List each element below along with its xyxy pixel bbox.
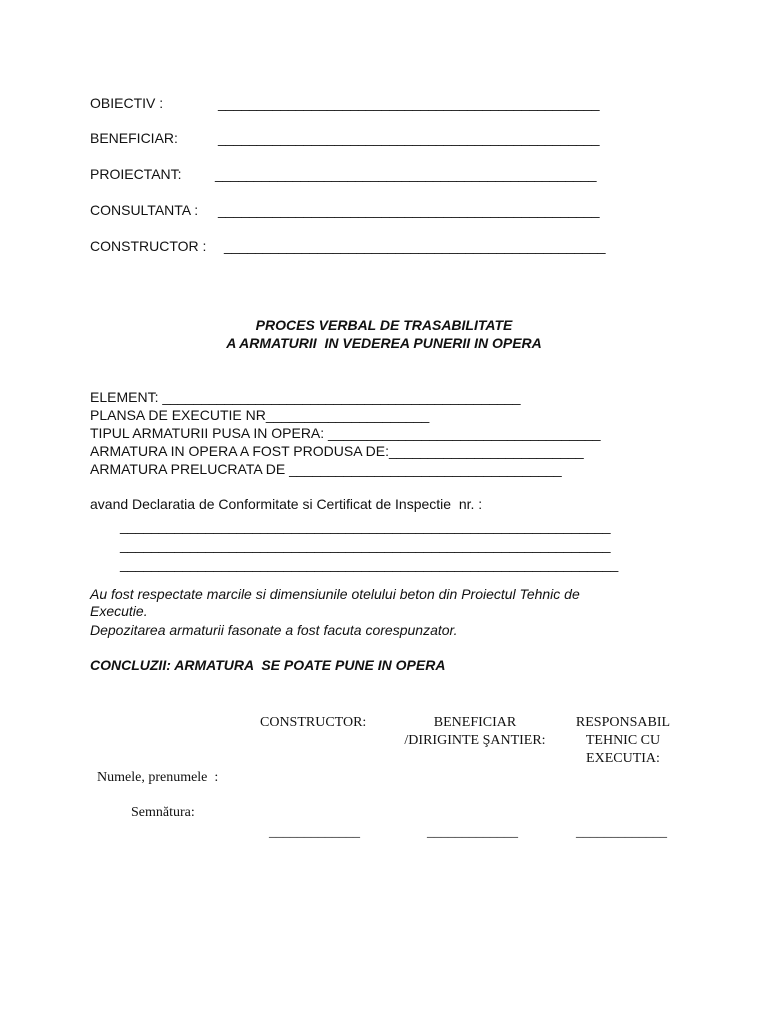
- beneficiar-field[interactable]: _________________________________________________: [218, 130, 600, 146]
- conclusion-text: CONCLUZII: ARMATURA SE POATE PUNE IN OPERA: [90, 657, 446, 673]
- tipul-armaturii-field[interactable]: TIPUL ARMATURII PUSA IN OPERA: ___________________________________: [90, 425, 601, 441]
- proiectant-field[interactable]: _________________________________________________: [215, 166, 597, 182]
- objectiv-field[interactable]: _________________________________________________: [218, 95, 600, 111]
- declaration-line[interactable]: _______________________________________________________________: [120, 518, 611, 534]
- constructor-label: CONSTRUCTOR :: [90, 238, 207, 254]
- constructor-column-header: CONSTRUCTOR:: [260, 715, 367, 730]
- observation-text: Executie.: [90, 603, 148, 619]
- responsabil-column-header: EXECUTIA:: [586, 751, 660, 766]
- document-subtitle: A ARMATURII IN VEDEREA PUNERII IN OPERA: [226, 335, 542, 351]
- plansa-field[interactable]: PLANSA DE EXECUTIE NR_____________________: [90, 407, 430, 423]
- responsabil-signature-line[interactable]: _____________: [576, 825, 667, 840]
- element-field[interactable]: ELEMENT: ______________________________________________: [90, 389, 521, 405]
- observation-text: Au fost respectate marcile si dimensiunile otelului beton din Proiectul Tehnic de: [90, 586, 580, 602]
- declaration-line[interactable]: _______________________________________________________________: [120, 537, 611, 553]
- armatura-produsa-field[interactable]: ARMATURA IN OPERA A FOST PRODUSA DE:_________________________: [90, 443, 584, 459]
- declaration-text: avand Declaratia de Conformitate si Certificat de Inspectie nr. :: [90, 496, 483, 512]
- signature-row-label: Semnătura:: [131, 805, 195, 820]
- proiectant-label: PROIECTANT:: [90, 166, 182, 182]
- document-title: PROCES VERBAL DE TRASABILITATE: [255, 317, 513, 333]
- beneficiar-column-header: /DIRIGINTE ŞANTIER:: [404, 733, 546, 748]
- observation-text: Depozitarea armaturii fasonate a fost facuta corespunzator.: [90, 622, 458, 638]
- beneficiar-signature-line[interactable]: _____________: [427, 825, 518, 840]
- objectiv-label: OBIECTIV :: [90, 95, 164, 111]
- name-row-label: Numele, prenumele :: [97, 770, 219, 785]
- consultanta-label: CONSULTANTA :: [90, 202, 199, 218]
- responsabil-column-header: RESPONSABIL: [575, 715, 671, 730]
- constructor-signature-line[interactable]: _____________: [269, 825, 360, 840]
- armatura-prelucrata-field[interactable]: ARMATURA PRELUCRATA DE ___________________________________: [90, 461, 562, 477]
- constructor-field[interactable]: _________________________________________________: [224, 238, 606, 254]
- declaration-line[interactable]: ________________________________________________________________: [120, 556, 619, 572]
- responsabil-column-header: TEHNIC CU: [585, 733, 661, 748]
- beneficiar-column-header: BENEFICIAR: [433, 715, 517, 730]
- beneficiar-label: BENEFICIAR:: [90, 130, 178, 146]
- consultanta-field[interactable]: _________________________________________________: [218, 202, 600, 218]
